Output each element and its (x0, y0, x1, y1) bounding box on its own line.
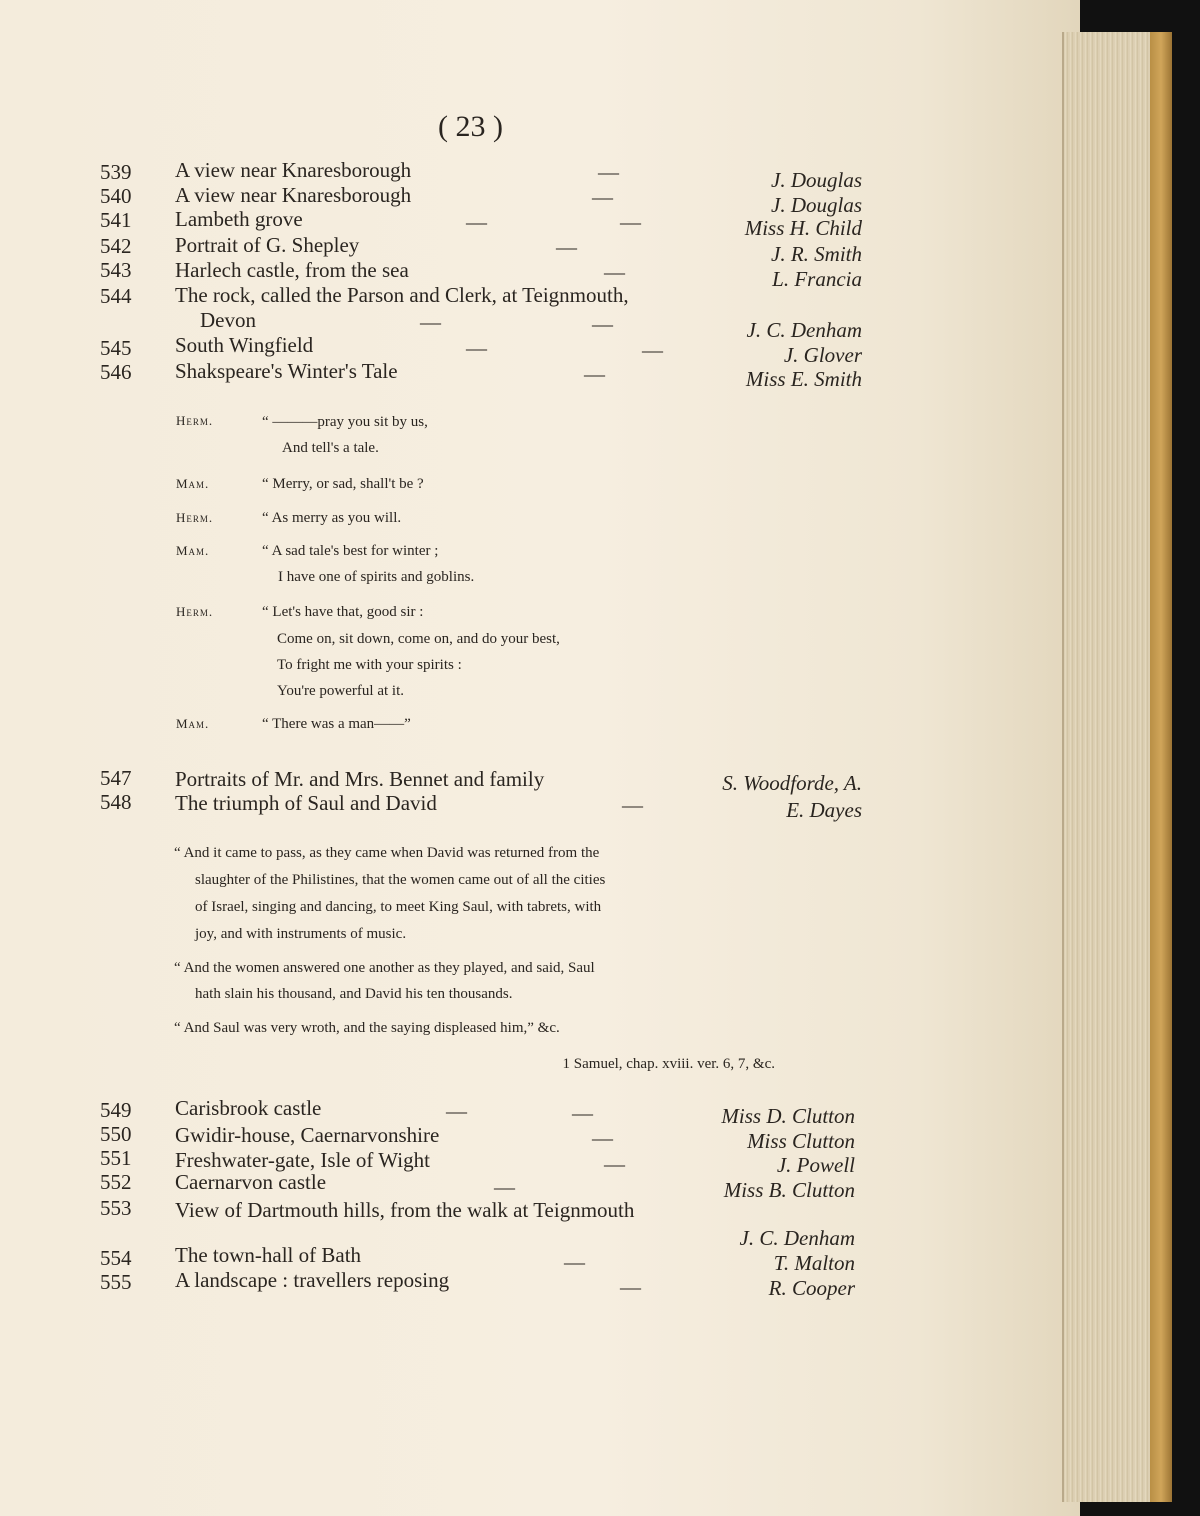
entry-dash: — (592, 185, 613, 209)
entry-number: 554 (100, 1246, 132, 1270)
quote-line: “ And the women answered one another as they played, and said, Saul (174, 960, 595, 976)
entry-artist: Miss D. Clutton (721, 1104, 855, 1128)
entry-dash: — (466, 336, 487, 360)
entry-artist: J. Powell (776, 1153, 855, 1177)
entry-artist: J. Douglas (771, 193, 862, 217)
entry-number: 543 (100, 258, 132, 282)
entry-dash: — (620, 1275, 641, 1299)
entry-artist: J. Glover (783, 343, 862, 367)
entry-number: 551 (100, 1146, 132, 1170)
speaker-name: Mam. (176, 476, 210, 491)
verse-line: “ A sad tale's best for winter ; (262, 543, 439, 559)
verse-line: “ There was a man——” (262, 716, 411, 732)
quote-citation: 1 Samuel, chap. xviii. ver. 6, 7, &c. (562, 1056, 775, 1072)
entry-artist: L. Francia (772, 267, 862, 291)
entry-artist: R. Cooper (768, 1276, 855, 1300)
entry-title: Shakspeare's Winter's Tale (175, 359, 398, 383)
entry-number: 546 (100, 360, 132, 384)
entry-number: 544 (100, 284, 132, 308)
entry-title: South Wingfield (175, 333, 314, 357)
entry-title: Gwidir-house, Caernarvonshire (175, 1123, 440, 1147)
verse-line: And tell's a tale. (282, 440, 379, 456)
entry-dash: — (604, 1152, 625, 1176)
entry-number: 550 (100, 1122, 132, 1146)
entry-title: Harlech castle, from the sea (175, 258, 409, 282)
verse-line: To fright me with your spirits : (277, 657, 462, 673)
entry-number: 539 (100, 160, 132, 184)
entry-title: The rock, called the Parson and Clerk, at Teignmouth, (175, 283, 629, 307)
entry-number: 540 (100, 184, 132, 208)
verse-line: “ Merry, or sad, shall't be ? (262, 476, 424, 492)
entry-title: A view near Knaresborough (175, 158, 412, 182)
entry-number: 552 (100, 1170, 132, 1194)
entry-title: Portraits of Mr. and Mrs. Bennet and family (175, 767, 545, 791)
entry-dash: — (592, 1126, 613, 1150)
verse-line: “ As merry as you will. (262, 510, 402, 526)
speaker-name: Herm. (176, 510, 214, 525)
entry-dash: — (620, 210, 641, 234)
quote-line: “ And it came to pass, as they came when David was returned from the (174, 845, 600, 861)
entry-title: A landscape : travellers reposing (175, 1268, 450, 1292)
verse-line: I have one of spirits and goblins. (278, 569, 475, 585)
entry-number: 549 (100, 1098, 132, 1122)
entry-title: The triumph of Saul and David (175, 791, 437, 815)
book-cover-edge (1150, 32, 1172, 1502)
entry-title: A view near Knaresborough (175, 183, 412, 207)
quote-line: of Israel, singing and dancing, to meet King Saul, with tabrets, with (195, 899, 602, 915)
entry-dash: — (592, 312, 613, 336)
entry-number: 547 (100, 766, 132, 790)
entry-artist: Miss Clutton (747, 1129, 855, 1153)
entry-number: 542 (100, 234, 132, 258)
speaker-name: Herm. (176, 604, 214, 619)
quote-line: “ And Saul was very wroth, and the saying displeased him,” &c. (174, 1020, 560, 1036)
entry-title: Portrait of G. Shepley (175, 233, 360, 257)
entry-number: 545 (100, 336, 132, 360)
quote-line: hath slain his thousand, and David his ten thousands. (195, 986, 513, 1002)
entry-artist: Miss H. Child (744, 216, 862, 240)
verse-line: Come on, sit down, come on, and do your best, (277, 631, 560, 647)
entry-artist: J. C. Denham (746, 318, 862, 342)
entry-number: 555 (100, 1270, 132, 1294)
entry-artist: Miss B. Clutton (723, 1178, 855, 1202)
entry-title: Carisbrook castle (175, 1096, 322, 1120)
entry-number: 541 (100, 208, 132, 232)
entry-dash: — (598, 160, 619, 184)
speaker-name: Herm. (176, 413, 214, 428)
speaker-name: Mam. (176, 716, 210, 731)
quote-line: joy, and with instruments of music. (195, 926, 407, 942)
entry-dash: — (622, 793, 643, 817)
entry-title: Caernarvon castle (175, 1170, 327, 1194)
entry-title: The town-hall of Bath (175, 1243, 362, 1267)
entry-dash: — (572, 1101, 593, 1125)
quote-line: slaughter of the Philistines, that the women came out of all the cities (195, 872, 606, 888)
entry-dash: — (446, 1099, 467, 1123)
entry-dash: — (420, 310, 441, 334)
entry-title: Lambeth grove (175, 207, 303, 231)
entry-artist: Miss E. Smith (745, 367, 862, 391)
verse-line: “ ———pray you sit by us, (262, 414, 428, 430)
entry-dash: — (604, 260, 625, 284)
page-number: ( 23 ) (438, 110, 503, 143)
entry-artist: T. Malton (773, 1251, 855, 1275)
entry-artist: S. Woodforde, A. (722, 771, 862, 795)
entry-title-continued: Devon (200, 308, 256, 332)
entry-title: View of Dartmouth hills, from the walk at Teignmouth (175, 1198, 635, 1222)
verse-line: “ Let's have that, good sir : (262, 604, 424, 620)
verse-line: You're powerful at it. (277, 683, 404, 699)
entry-artist: J. Douglas (771, 168, 862, 192)
entry-dash: — (584, 362, 605, 386)
entry-dash: — (466, 210, 487, 234)
entry-dash: — (564, 1250, 585, 1274)
speaker-name: Mam. (176, 543, 210, 558)
entry-title: Freshwater-gate, Isle of Wight (175, 1148, 430, 1172)
entry-artist: J. C. Denham (739, 1226, 855, 1250)
entry-dash: — (494, 1175, 515, 1199)
entry-artist: E. Dayes (786, 798, 862, 822)
entry-number: 553 (100, 1196, 132, 1220)
entry-dash: — (642, 338, 663, 362)
entry-artist: J. R. Smith (771, 242, 862, 266)
entry-number: 548 (100, 790, 132, 814)
entry-dash: — (556, 235, 577, 259)
